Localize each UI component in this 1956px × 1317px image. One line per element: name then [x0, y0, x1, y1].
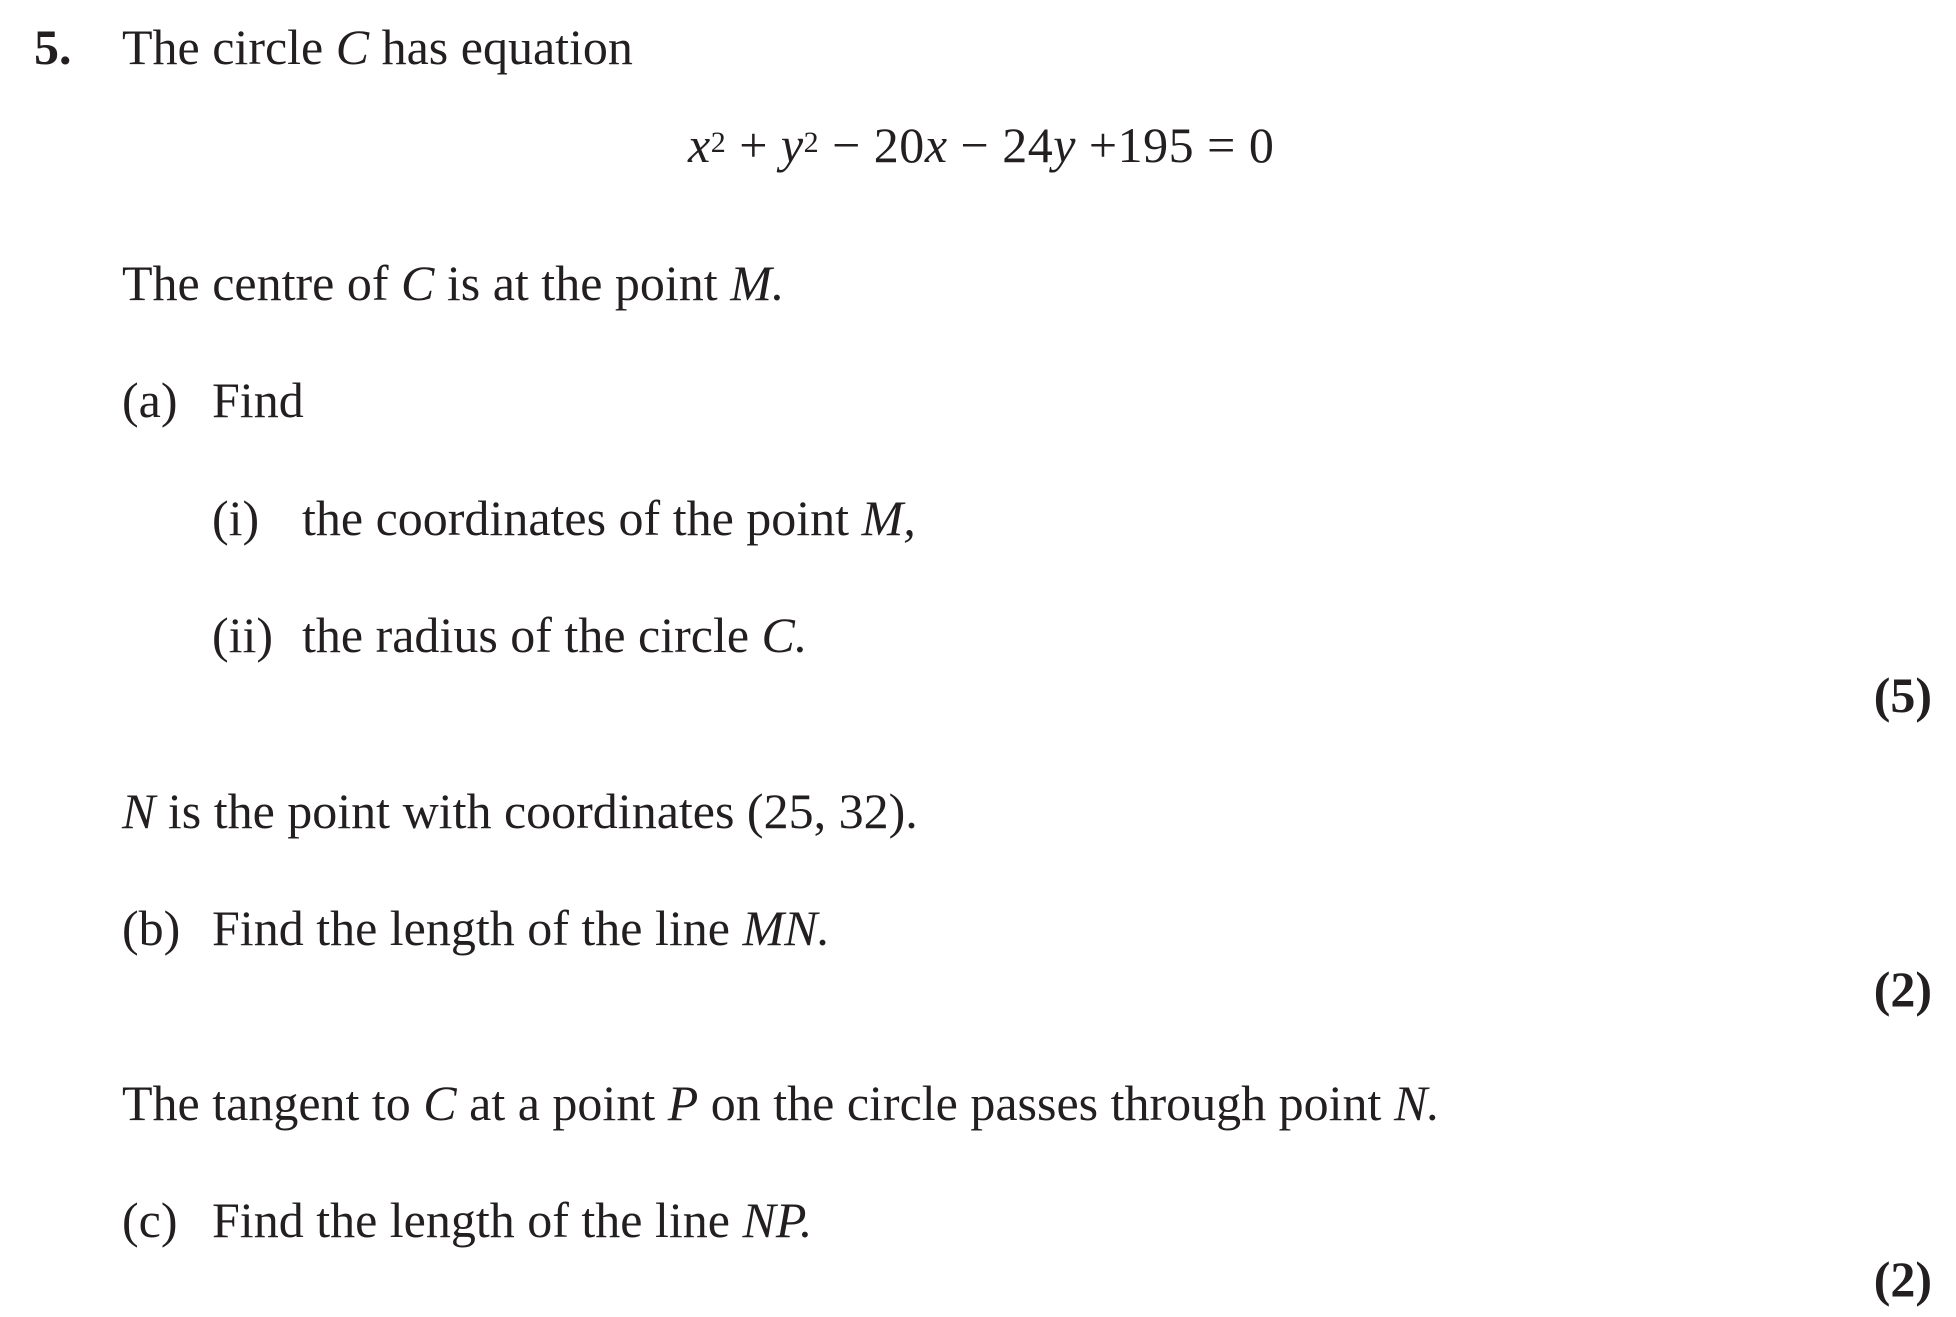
part-b-label: (b) — [122, 900, 181, 956]
centre-statement — [122, 255, 785, 311]
centre-point: M. — [730, 255, 785, 311]
part-a-marks: (5) — [1873, 667, 1932, 723]
intro-tail: has equation — [381, 19, 633, 75]
eq-term4: − 24 — [947, 117, 1054, 173]
part-a-i-var: M, — [861, 490, 916, 546]
part-c-text: Find the length of the line — [212, 1192, 730, 1248]
eq-term3: − 20 — [819, 117, 925, 173]
intro-var: C — [335, 19, 370, 75]
centre-var: C — [401, 255, 435, 311]
part-c — [212, 1192, 813, 1248]
centre-mid: is at the point — [446, 255, 718, 311]
eq-y2: y — [1053, 117, 1076, 173]
n-text: is the point with coordinates (25, 32). — [167, 783, 918, 839]
part-b — [212, 900, 830, 956]
tangent-statement — [122, 1075, 1440, 1131]
centre-text: The centre of — [122, 255, 389, 311]
part-a-label: (a) — [122, 372, 178, 428]
n-statement — [122, 783, 918, 839]
part-a-i-label: (i) — [212, 490, 260, 546]
tangent-t1: The tangent to — [122, 1075, 411, 1131]
part-b-var: MN. — [742, 900, 830, 956]
intro-text: The circle — [122, 19, 324, 75]
tangent-t2: at a point — [469, 1075, 656, 1131]
eq-y: y — [780, 117, 804, 173]
eq-exp2: 2 — [803, 126, 820, 159]
part-a-ii-var: C. — [761, 607, 808, 663]
circle-equation — [688, 117, 1275, 173]
eq-x2: x — [924, 117, 948, 173]
question-intro — [122, 19, 633, 75]
part-a-ii-label: (ii) — [212, 607, 274, 663]
tangent-v3: N. — [1393, 1075, 1440, 1131]
part-b-marks: (2) — [1873, 961, 1932, 1017]
tangent-v2: P — [667, 1075, 699, 1131]
eq-exp1: 2 — [710, 126, 727, 159]
part-a-i-text: the coordinates of the point — [302, 490, 850, 546]
eq-plus1: + — [726, 117, 781, 173]
eq-tail: +195 = 0 — [1075, 117, 1275, 173]
part-c-label: (c) — [122, 1192, 178, 1248]
tangent-v1: C — [423, 1075, 457, 1131]
part-a-text: Find — [212, 372, 304, 428]
question-number — [34, 19, 72, 75]
tangent-t3: on the circle passes through point — [710, 1075, 1382, 1131]
eq-x: x — [688, 117, 711, 173]
part-a-i — [302, 490, 916, 546]
part-b-text: Find the length of the line — [212, 900, 730, 956]
n-var: N — [122, 783, 156, 839]
part-c-marks: (2) — [1873, 1251, 1932, 1307]
part-a-ii — [302, 607, 808, 663]
part-c-var: NP. — [742, 1192, 813, 1248]
part-a-ii-text: the radius of the circle — [302, 607, 750, 663]
question-number-label: 5. — [34, 19, 72, 75]
